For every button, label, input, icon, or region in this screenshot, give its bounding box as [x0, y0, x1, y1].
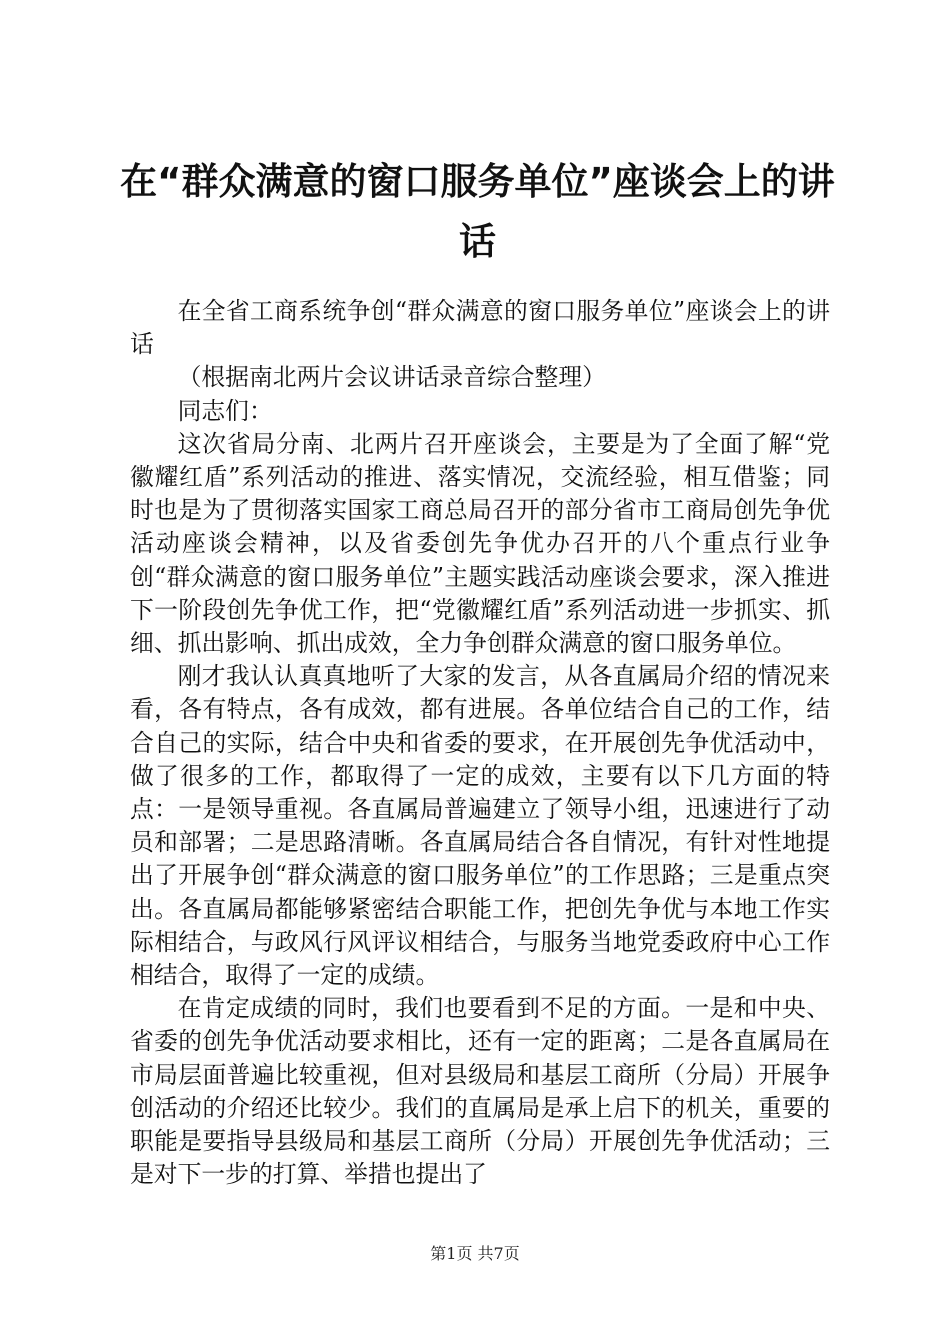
paragraph-subtitle: 在全省工商系统争创“群众满意的窗口服务单位”座谈会上的讲话	[130, 297, 830, 359]
paragraph-achievements: 刚才我认认真真地听了大家的发言，从各直属局介绍的情况来看，各有特点，各有成效，都有进展。各单位结合自己的工作，结合自己的实际，结合中央和省委的要求，在开展创先争优活动中，做了很多的工作，都取得了一定的成效，主要有以下几方面的特点：一是领导重视。各直属局普遍建立了领导小组，迅速进行了动员和部署；二是思路清晰。各直属局结合各自情况，有针对性地提出了开展争创“群众满意的窗口服务单位”的工作思路；三是重点突出。各直属局都能够紧密结合职能工作，把创先争优与本地工作实际相结合，与政风行风评议相结合，与服务当地党委政府中心工作相结合，取得了一定的成绩。	[130, 662, 830, 990]
document-title: 在“群众满意的窗口服务单位”座谈会上的讲话	[120, 160, 835, 263]
paragraph-salutation: 同志们：	[177, 396, 273, 425]
paragraph-shortcomings: 在肯定成绩的同时，我们也要看到不足的方面。一是和中央、省委的创先争优活动要求相比，还有一定的距离；二是各直属局在市局层面普遍比较重视，但对县级局和基层工商所（分局）开展争创活动的介绍还比较少。我们的直属局是承上启下的机关，重要的职能是要指导县级局和基层工商所（分局）开展创先争优活动；三是对下一步的打算、举措也提出了	[130, 994, 830, 1189]
paragraph-purpose: 这次省局分南、北两片召开座谈会，主要是为了全面了解“党徽耀红盾”系列活动的推进、落实情况，交流经验，相互借鉴；同时也是为了贯彻落实国家工商总局召开的部分省市工商局创先争优活动座谈会精神，以及省委创先争优办召开的八个重点行业争创“群众满意的窗口服务单位”主题实践活动座谈会要求，深入推进下一阶段创先争优工作，把“党徽耀红盾”系列活动进一步抓实、抓细、抓出影响、抓出成效，全力争创群众满意的窗口服务单位。	[130, 429, 830, 658]
paragraph-source-note: （根据南北两片会议讲话录音综合整理）	[177, 363, 606, 392]
page-number-footer: 第1页 共7页	[430, 1244, 520, 1263]
document-body	[130, 295, 830, 1191]
